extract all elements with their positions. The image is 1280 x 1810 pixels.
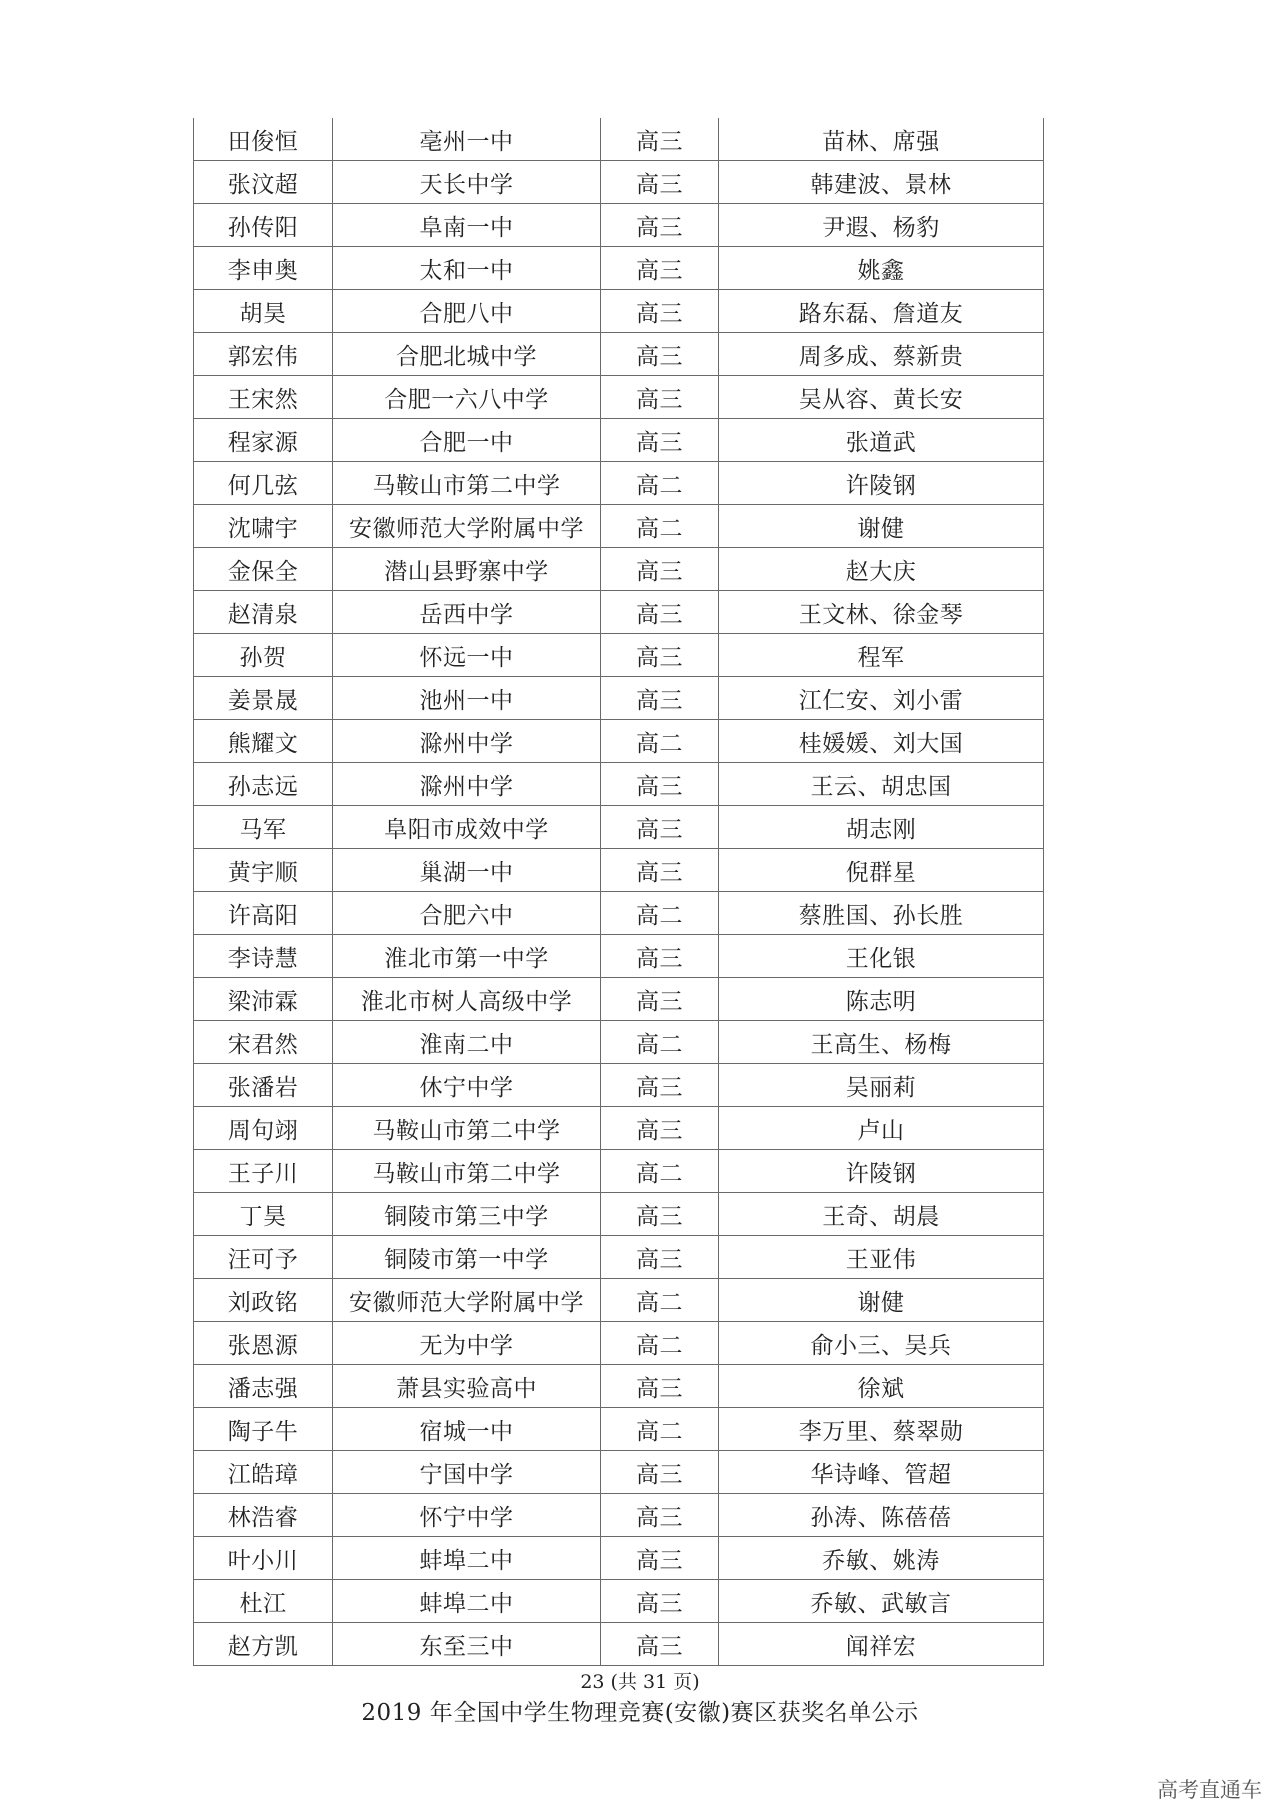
school-cell: 池州一中	[333, 677, 601, 720]
coach-cell: 王奇、胡晨	[719, 1193, 1044, 1236]
grade-cell: 高三	[601, 1451, 719, 1494]
school-cell: 岳西中学	[333, 591, 601, 634]
table-row	[194, 462, 1044, 505]
school-cell: 安徽师范大学附属中学	[333, 1279, 601, 1322]
school-cell: 休宁中学	[333, 1064, 601, 1107]
student-name-cell: 何几弦	[194, 462, 333, 505]
grade-cell: 高三	[601, 247, 719, 290]
student-name-cell: 马军	[194, 806, 333, 849]
student-name-cell: 李申奥	[194, 247, 333, 290]
grade-cell: 高二	[601, 505, 719, 548]
grade-cell: 高三	[601, 1193, 719, 1236]
table-row	[194, 1064, 1044, 1107]
school-cell: 合肥八中	[333, 290, 601, 333]
grade-cell: 高二	[601, 1021, 719, 1064]
student-name-cell: 赵清泉	[194, 591, 333, 634]
coach-cell: 吴从容、黄长安	[719, 376, 1044, 419]
table-row	[194, 720, 1044, 763]
table-row	[194, 1451, 1044, 1494]
coach-cell: 尹遐、杨豹	[719, 204, 1044, 247]
school-cell: 巢湖一中	[333, 849, 601, 892]
coach-cell: 许陵钢	[719, 1150, 1044, 1193]
table-row	[194, 247, 1044, 290]
student-name-cell: 王子川	[194, 1150, 333, 1193]
table-row	[194, 634, 1044, 677]
coach-cell: 乔敏、武敏言	[719, 1580, 1044, 1623]
page-number: 23 (共 31 页)	[580, 1671, 700, 1693]
grade-cell: 高二	[601, 1279, 719, 1322]
grade-cell: 高二	[601, 462, 719, 505]
student-name-cell: 张潘岩	[194, 1064, 333, 1107]
school-cell: 铜陵市第三中学	[333, 1193, 601, 1236]
table-row	[194, 1623, 1044, 1666]
student-name-cell: 周句翊	[194, 1107, 333, 1150]
table-row	[194, 548, 1044, 591]
grade-cell: 高三	[601, 1580, 719, 1623]
document-title: 2019 年全国中学生物理竞赛(安徽)赛区获奖名单公示	[361, 1700, 919, 1726]
table-row	[194, 376, 1044, 419]
student-name-cell: 胡昊	[194, 290, 333, 333]
award-table	[193, 118, 1044, 1666]
grade-cell: 高三	[601, 1107, 719, 1150]
student-name-cell: 杜江	[194, 1580, 333, 1623]
grade-cell: 高三	[601, 677, 719, 720]
grade-cell: 高三	[601, 204, 719, 247]
grade-cell: 高二	[601, 1408, 719, 1451]
table-row	[194, 161, 1044, 204]
school-cell: 蚌埠二中	[333, 1580, 601, 1623]
table-row	[194, 204, 1044, 247]
grade-cell: 高三	[601, 763, 719, 806]
coach-cell: 王云、胡忠国	[719, 763, 1044, 806]
coach-cell: 谢健	[719, 505, 1044, 548]
coach-cell: 谢健	[719, 1279, 1044, 1322]
table-row	[194, 892, 1044, 935]
coach-cell: 卢山	[719, 1107, 1044, 1150]
coach-cell: 倪群星	[719, 849, 1044, 892]
student-name-cell: 田俊恒	[194, 118, 333, 161]
school-cell: 安徽师范大学附属中学	[333, 505, 601, 548]
table-row	[194, 1193, 1044, 1236]
student-name-cell: 陶子牛	[194, 1408, 333, 1451]
table-row	[194, 1408, 1044, 1451]
table-row	[194, 1279, 1044, 1322]
student-name-cell: 孙志远	[194, 763, 333, 806]
coach-cell: 许陵钢	[719, 462, 1044, 505]
student-name-cell: 刘政铭	[194, 1279, 333, 1322]
table-row	[194, 806, 1044, 849]
table-row	[194, 118, 1044, 161]
coach-cell: 周多成、蔡新贵	[719, 333, 1044, 376]
coach-cell: 王高生、杨梅	[719, 1021, 1044, 1064]
coach-cell: 路东磊、詹道友	[719, 290, 1044, 333]
grade-cell: 高三	[601, 1236, 719, 1279]
table-row	[194, 591, 1044, 634]
grade-cell: 高三	[601, 161, 719, 204]
grade-cell: 高三	[601, 1494, 719, 1537]
table-row	[194, 1537, 1044, 1580]
school-cell: 萧县实验高中	[333, 1365, 601, 1408]
student-name-cell: 沈啸宇	[194, 505, 333, 548]
student-name-cell: 熊耀文	[194, 720, 333, 763]
student-name-cell: 丁昊	[194, 1193, 333, 1236]
school-cell: 太和一中	[333, 247, 601, 290]
grade-cell: 高三	[601, 1365, 719, 1408]
coach-cell: 程军	[719, 634, 1044, 677]
school-cell: 淮北市树人高级中学	[333, 978, 601, 1021]
grade-cell: 高二	[601, 1150, 719, 1193]
coach-cell: 孙涛、陈蓓蓓	[719, 1494, 1044, 1537]
school-cell: 亳州一中	[333, 118, 601, 161]
table-row	[194, 935, 1044, 978]
school-cell: 合肥北城中学	[333, 333, 601, 376]
table-row	[194, 505, 1044, 548]
table-row	[194, 419, 1044, 462]
student-name-cell: 李诗慧	[194, 935, 333, 978]
coach-cell: 韩建波、景林	[719, 161, 1044, 204]
school-cell: 东至三中	[333, 1623, 601, 1666]
coach-cell: 姚鑫	[719, 247, 1044, 290]
table-row	[194, 1322, 1044, 1365]
student-name-cell: 张汶超	[194, 161, 333, 204]
grade-cell: 高三	[601, 634, 719, 677]
grade-cell: 高三	[601, 1064, 719, 1107]
coach-cell: 王亚伟	[719, 1236, 1044, 1279]
school-cell: 天长中学	[333, 161, 601, 204]
student-name-cell: 王宋然	[194, 376, 333, 419]
grade-cell: 高三	[601, 118, 719, 161]
school-cell: 合肥一六八中学	[333, 376, 601, 419]
student-name-cell: 张恩源	[194, 1322, 333, 1365]
school-cell: 马鞍山市第二中学	[333, 462, 601, 505]
student-name-cell: 许高阳	[194, 892, 333, 935]
grade-cell: 高三	[601, 978, 719, 1021]
grade-cell: 高三	[601, 806, 719, 849]
school-cell: 滁州中学	[333, 763, 601, 806]
school-cell: 淮北市第一中学	[333, 935, 601, 978]
student-name-cell: 程家源	[194, 419, 333, 462]
coach-cell: 乔敏、姚涛	[719, 1537, 1044, 1580]
school-cell: 合肥六中	[333, 892, 601, 935]
grade-cell: 高二	[601, 892, 719, 935]
student-name-cell: 郭宏伟	[194, 333, 333, 376]
coach-cell: 王化银	[719, 935, 1044, 978]
student-name-cell: 叶小川	[194, 1537, 333, 1580]
grade-cell: 高二	[601, 1322, 719, 1365]
coach-cell: 王文林、徐金琴	[719, 591, 1044, 634]
table-row	[194, 1494, 1044, 1537]
student-name-cell: 潘志强	[194, 1365, 333, 1408]
student-name-cell: 姜景晟	[194, 677, 333, 720]
coach-cell: 胡志刚	[719, 806, 1044, 849]
school-cell: 淮南二中	[333, 1021, 601, 1064]
grade-cell: 高三	[601, 935, 719, 978]
coach-cell: 闻祥宏	[719, 1623, 1044, 1666]
table-row	[194, 1365, 1044, 1408]
school-cell: 潜山县野寨中学	[333, 548, 601, 591]
coach-cell: 俞小三、吴兵	[719, 1322, 1044, 1365]
coach-cell: 赵大庆	[719, 548, 1044, 591]
school-cell: 无为中学	[333, 1322, 601, 1365]
school-cell: 宁国中学	[333, 1451, 601, 1494]
grade-cell: 高三	[601, 849, 719, 892]
school-cell: 阜阳市成效中学	[333, 806, 601, 849]
grade-cell: 高三	[601, 333, 719, 376]
coach-cell: 蔡胜国、孙长胜	[719, 892, 1044, 935]
student-name-cell: 孙传阳	[194, 204, 333, 247]
grade-cell: 高二	[601, 720, 719, 763]
school-cell: 阜南一中	[333, 204, 601, 247]
school-cell: 马鞍山市第二中学	[333, 1150, 601, 1193]
table-row	[194, 1107, 1044, 1150]
school-cell: 滁州中学	[333, 720, 601, 763]
table-row	[194, 290, 1044, 333]
grade-cell: 高三	[601, 1537, 719, 1580]
grade-cell: 高三	[601, 1623, 719, 1666]
school-cell: 铜陵市第一中学	[333, 1236, 601, 1279]
school-cell: 马鞍山市第二中学	[333, 1107, 601, 1150]
student-name-cell: 梁沛霖	[194, 978, 333, 1021]
student-name-cell: 赵方凯	[194, 1623, 333, 1666]
coach-cell: 华诗峰、管超	[719, 1451, 1044, 1494]
table-row	[194, 1150, 1044, 1193]
coach-cell: 吴丽莉	[719, 1064, 1044, 1107]
coach-cell: 陈志明	[719, 978, 1044, 1021]
coach-cell: 桂媛媛、刘大国	[719, 720, 1044, 763]
coach-cell: 江仁安、刘小雷	[719, 677, 1044, 720]
table-row	[194, 677, 1044, 720]
award-table-body	[194, 118, 1044, 1666]
school-cell: 宿城一中	[333, 1408, 601, 1451]
student-name-cell: 林浩睿	[194, 1494, 333, 1537]
school-cell: 怀宁中学	[333, 1494, 601, 1537]
school-cell: 蚌埠二中	[333, 1537, 601, 1580]
table-row	[194, 1021, 1044, 1064]
table-row	[194, 763, 1044, 806]
table-row	[194, 333, 1044, 376]
coach-cell: 李万里、蔡翠勋	[719, 1408, 1044, 1451]
student-name-cell: 孙贺	[194, 634, 333, 677]
coach-cell: 徐斌	[719, 1365, 1044, 1408]
watermark-text: 高考直通车	[1157, 1778, 1262, 1802]
grade-cell: 高三	[601, 376, 719, 419]
student-name-cell: 金保全	[194, 548, 333, 591]
grade-cell: 高三	[601, 419, 719, 462]
school-cell: 合肥一中	[333, 419, 601, 462]
school-cell: 怀远一中	[333, 634, 601, 677]
grade-cell: 高三	[601, 290, 719, 333]
student-name-cell: 黄宇顺	[194, 849, 333, 892]
student-name-cell: 江皓璋	[194, 1451, 333, 1494]
grade-cell: 高三	[601, 548, 719, 591]
table-row	[194, 1236, 1044, 1279]
coach-cell: 苗林、席强	[719, 118, 1044, 161]
grade-cell: 高三	[601, 591, 719, 634]
table-row	[194, 978, 1044, 1021]
student-name-cell: 汪可予	[194, 1236, 333, 1279]
coach-cell: 张道武	[719, 419, 1044, 462]
table-row	[194, 849, 1044, 892]
student-name-cell: 宋君然	[194, 1021, 333, 1064]
table-row	[194, 1580, 1044, 1623]
